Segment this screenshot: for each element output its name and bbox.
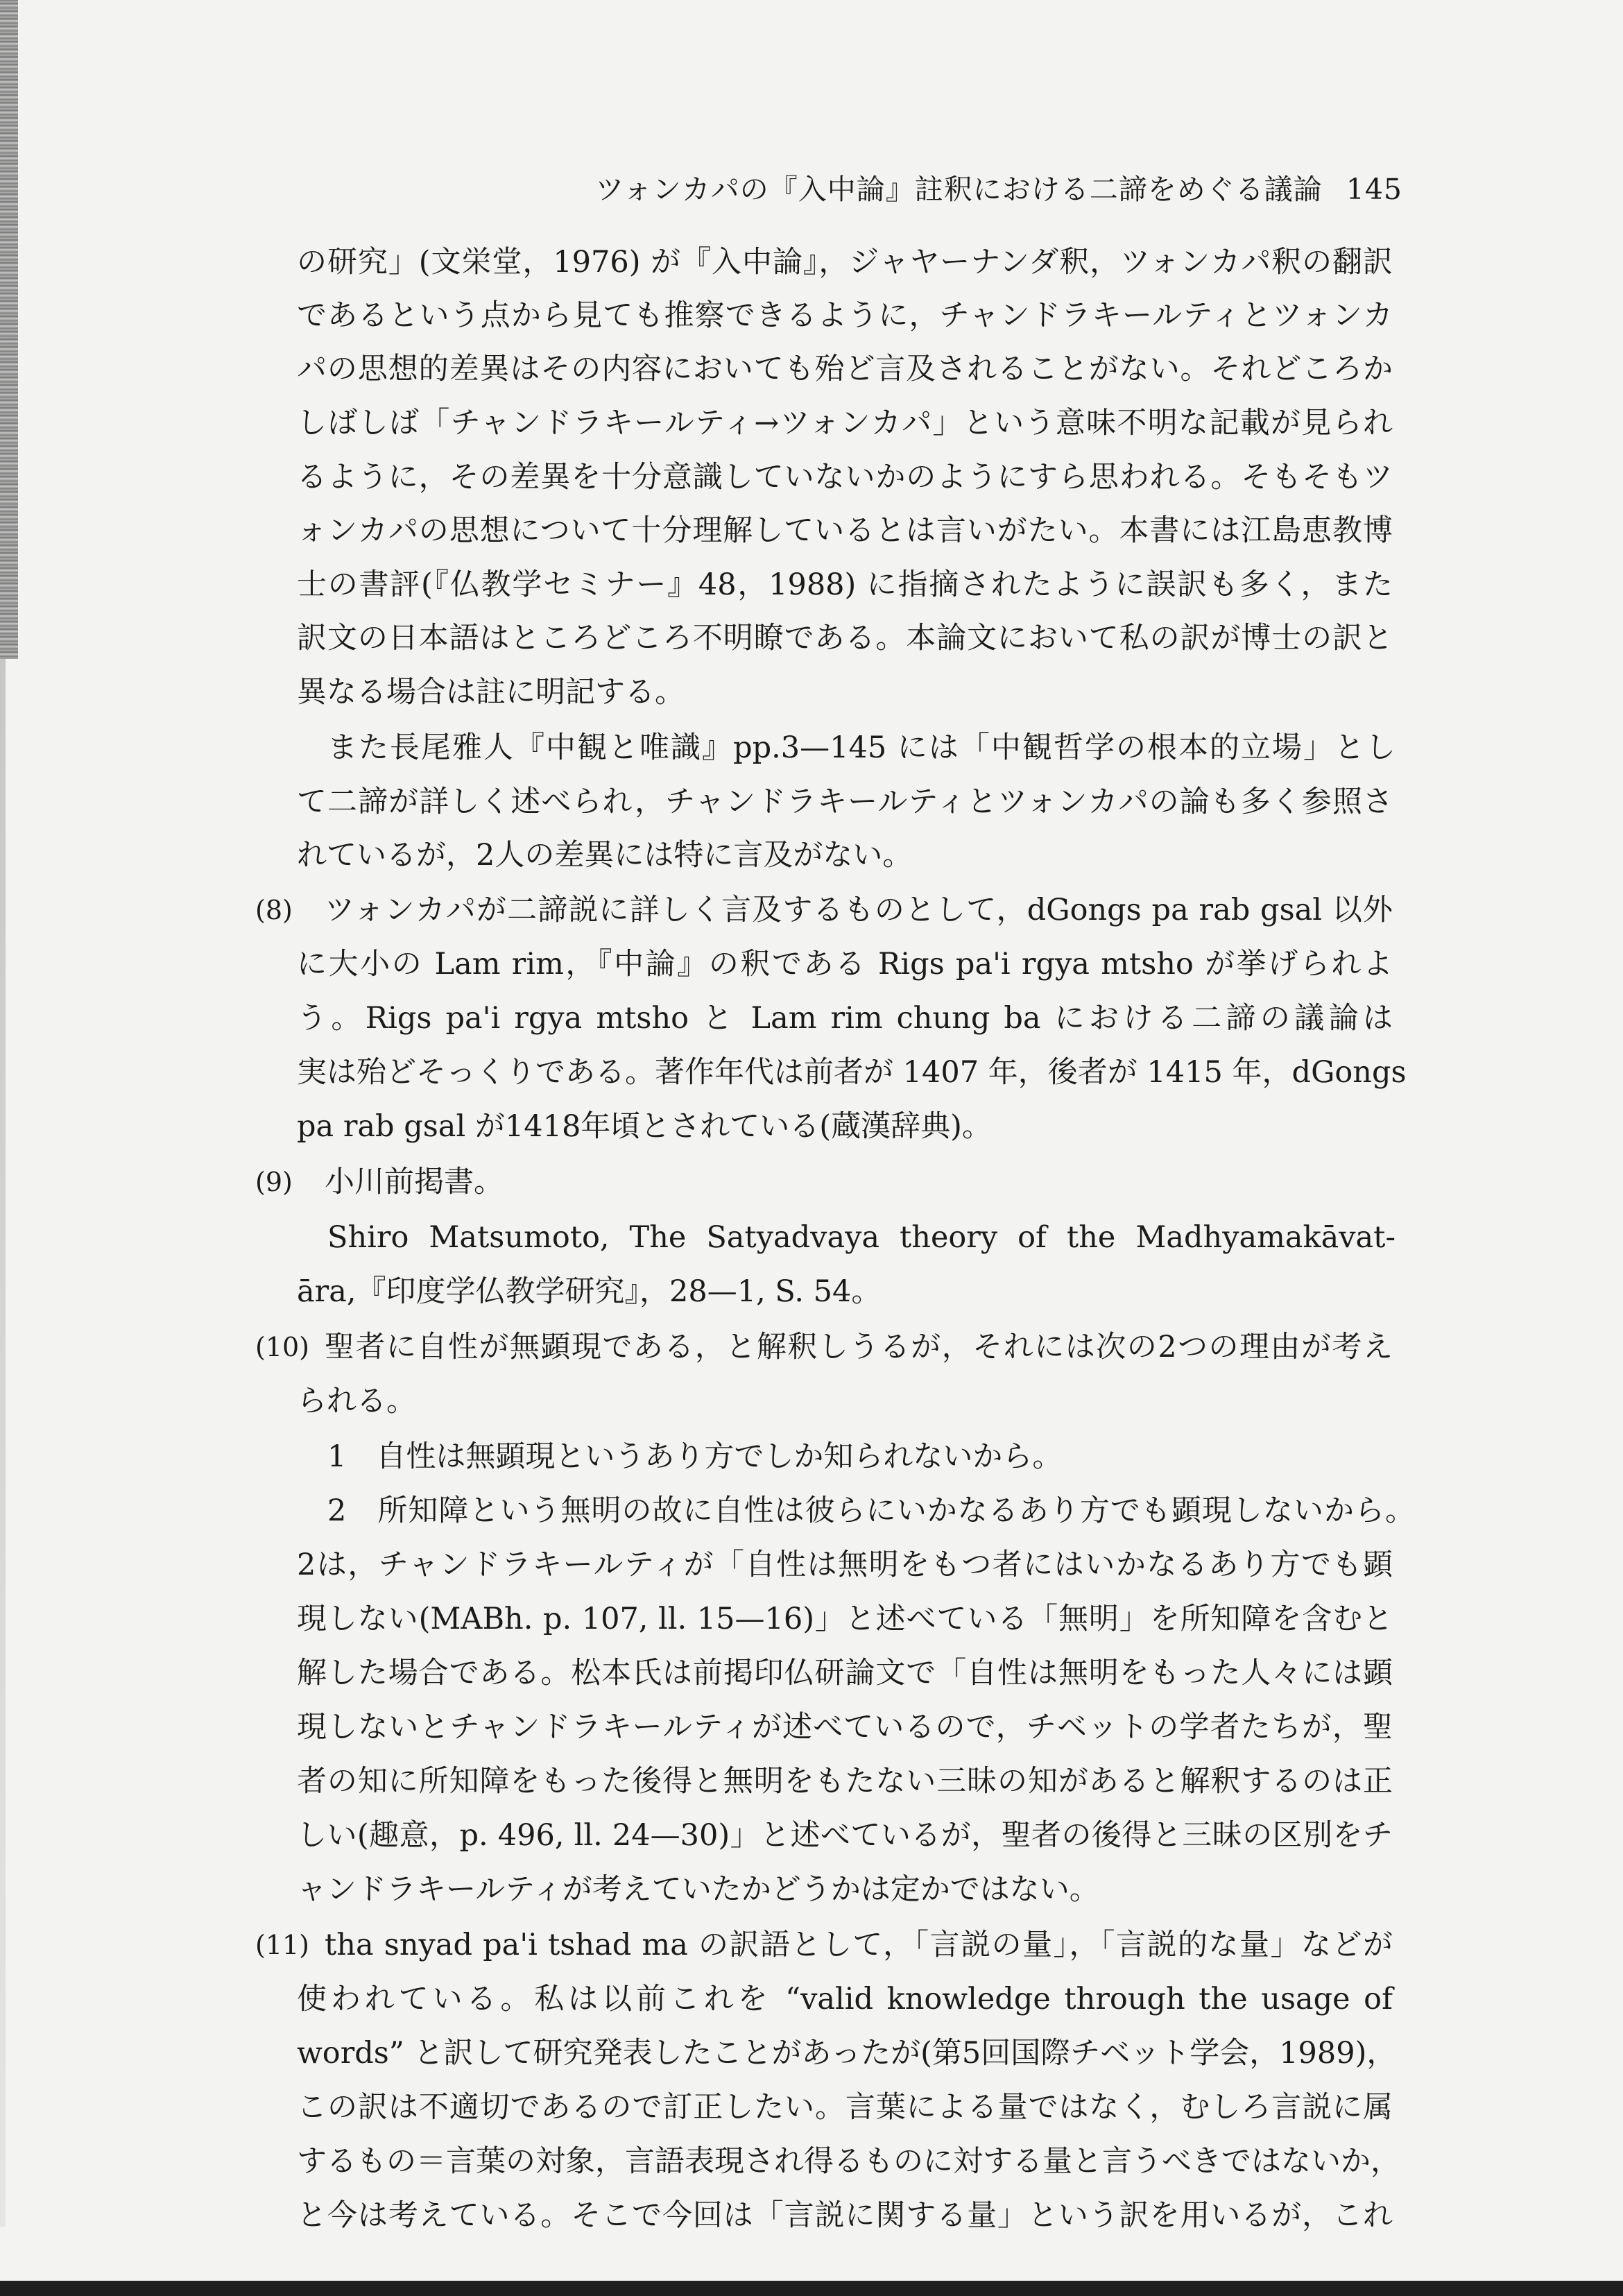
text-line: しばしば「チャンドラキールティ→ツォンカパ」という意味不明な記載が見られ [297, 406, 1393, 440]
running-header [595, 166, 1402, 207]
text-line: れているが，2人の差異には特に言及がない。 [297, 838, 913, 873]
text-line: であるという点から見ても推察できるように，チャンドラキールティとツォンカ [297, 298, 1393, 333]
note-number: (11) [255, 1930, 310, 1960]
text-line: 使われている。私は以前これを “valid knowledge through the usage of [297, 1982, 1393, 2016]
note-number: (9) [255, 1167, 293, 1197]
text-line: ャンドラキールティが考えていたかどうかは定かではない。 [297, 1872, 1099, 1907]
text-line: の研究」(文栄堂，1976) が『入中論』，ジャヤーナンダ釈，ツォンカパ釈の翻訳 [297, 245, 1393, 280]
text-line: ツォンカパが二諦説に詳しく言及するものとして，dGongs pa rab gsal 以外 [325, 893, 1393, 927]
text-line: 2は，チャンドラキールティが「自性は無明をもつ者にはいかなるあり方でも顕 [297, 1548, 1393, 1582]
text-line: するもの＝言葉の対象，言語表現され得るものに対する量と言うべきではないか， [297, 2144, 1400, 2179]
text-line: 2 所知障という無明の故に自性は彼らにいかなるあり方でも顕現しないから。 [327, 1493, 1415, 1528]
text-line: words” と訳して研究発表したことがあったが(第5回国際チベット学会，1989)， [297, 2036, 1397, 2071]
text-line: また長尾雅人『中観と唯識』pp.3—145 には「中観哲学の根本的立場」とし [327, 730, 1396, 765]
text-line: られる。 [297, 1384, 416, 1419]
text-line: 現しない(MABh. p. 107, ll. 15—16)」と述べている「無明」を所知障を含むと [297, 1602, 1393, 1636]
text-line: 実は殆どそっくりである。著作年代は前者が 1407 年，後者が 1415 年，dGongs [297, 1055, 1407, 1090]
text-line: パの思想的差異はその内容においても殆ど言及されることがない。それどころか [297, 352, 1393, 386]
scan-bottom-band [0, 2281, 1623, 2296]
text-line: 小川前掲書。 [325, 1165, 504, 1199]
text-line: ォンカパの思想について十分理解しているとは言いがたい。本書には江島恵教博 [297, 513, 1393, 548]
text-line: に大小の Lam rim，『中論』の釈である Rigs pa'i rgya mtsho が挙げられよ [297, 947, 1393, 982]
text-line: しい(趣意，p. 496, ll. 24—30)」と述べているが，聖者の後得と三昧の区別をチ [297, 1818, 1393, 1853]
running-title: ツォンカパの『入中論』註釈における二諦をめぐる議論 [595, 173, 1323, 206]
note-number: (10) [255, 1332, 310, 1362]
text-line: 聖者に自性が無顕現である，と解釈しうるが，それには次の2つの理由が考え [325, 1330, 1393, 1364]
text-line: tha snyad pa'i tshad ma の訳語として，「言説の量」，「言説的な量」などが [325, 1928, 1393, 1962]
text-line: るように，その差異を十分意識していないかのようにすら思われる。そもそもツ [297, 460, 1393, 495]
text-line: この訳は不適切であるので訂正したい。言葉による量ではなく，むしろ言説に属 [297, 2090, 1393, 2125]
text-line: āra,『印度学仏教学研究』，28—1, S. 54。 [297, 1274, 882, 1309]
text-line: 解した場合である。松本氏は前掲印仏研論文で「自性は無明をもった人々には顕 [297, 1656, 1393, 1690]
scan-shadow-edge-lower [0, 659, 6, 2227]
text-line: て二諦が詳しく述べられ，チャンドラキールティとツォンカパの論も多く参照さ [297, 785, 1393, 819]
text-line: 異なる場合は註に明記する。 [297, 675, 685, 710]
text-line: 1 自性は無顕現というあり方でしか知られないから。 [327, 1439, 1063, 1474]
text-line: 現しないとチャンドラキールティが述べているので，チベットの学者たちが，聖 [297, 1710, 1393, 1745]
text-line: 訳文の日本語はところどころ不明瞭である。本論文において私の訳が博士の訳と [297, 621, 1393, 656]
text-line: 士の書評(『仏教学セミナー』48，1988) に指摘されたように誤訳も多く，また [297, 567, 1393, 602]
text-line: と今は考えている。そこで今回は「言説に関する量」という訳を用いるが，これ [297, 2198, 1393, 2233]
note-number: (8) [255, 895, 293, 925]
page-number: 145 [1346, 173, 1402, 206]
text-line: 者の知に所知障をもった後得と無明をもたない三昧の知があると解釈するのは正 [297, 1764, 1393, 1799]
scan-shadow-edge [0, 0, 18, 659]
text-line: う。Rigs pa'i rgya mtsho と Lam rim chung ba における二諦の議論は [297, 1001, 1393, 1036]
text-line: pa rab gsal が1418年頃とされている(蔵漢辞典)。 [297, 1109, 992, 1144]
text-line: Shiro Matsumoto, The Satyadvaya theory of the Madhyamakāvat- [327, 1220, 1396, 1255]
